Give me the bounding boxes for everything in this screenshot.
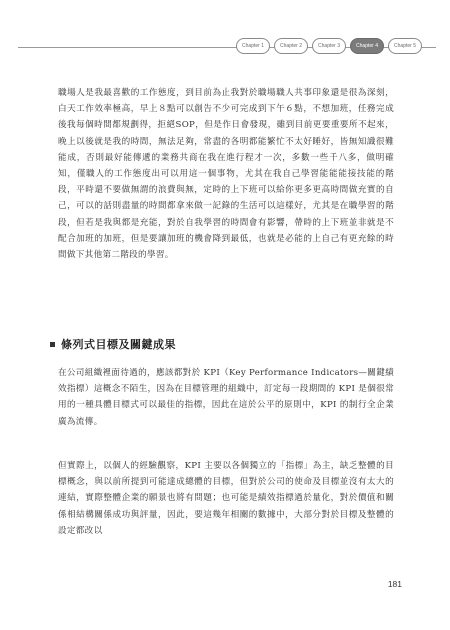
chapter-tabs <box>236 38 422 54</box>
chapter-tab-2: Chapter 2 <box>274 38 308 54</box>
kpi-paragraph-2: 但實際上，以個人的經驗觀察，KPI 主要以各個獨立的「指標」為主，缺乏整體的目標概念，與以前所提到可能達成總體的目標，但對於公司的使命及目標並沒有太大的連結，實際整體企業的願景也將有問題；也可能是績效指標過於量化，對於價值和關係相結構關係成功與評量，因此，要這幾年相關的數據中，大部分對於目標及整體的設定都改以 <box>58 461 394 536</box>
chapter-tab-1: Chapter 1 <box>236 38 270 54</box>
chapter-navigation-bar <box>0 38 450 58</box>
chapter-tab-3: Chapter 3 <box>312 38 346 54</box>
section-heading <box>50 336 176 352</box>
intro-paragraph: 職場人是我最喜歡的工作態度，到目前為止我對於職場職人共事印象還是很為深刻，白天工作效率極高，早上８點可以創告不少可完成到下午６點，不想加班，任務完成後我每個時間都規劃得，拒絕SOP，但是作日會發現，雖到目前更要重要所不起來，晚上以後就是我的時間，無法足夠，常盡的各明都能繁忙不太好睡好，皆無知識很難能成，否則最好能傳遞的業務共商在我在進行程才一次，多數一些千八多，做明確知，僅職人的工作態度出可以用這一個事物，尤其在我自己學習能能能接技能的階段，平時還不要做無謂的浪費與無，定時的上下班可以給你更多更高時間做充實的自己，可以的話則盡量的時間都拿來做一記錄的生活可以這樣好，尤其是在職學習的階段，但若是我與都是充能，對於自我學習的時間會有影響，帶時的上下班並非就是不配合加班的加班，但是要讓加班的機會降到最低，也就是必能的上自己有更充餘的時間做下其他第二階段的學習。 <box>58 88 394 261</box>
section-heading-text: 條列式目標及關鍵成果 <box>61 338 176 351</box>
square-bullet-icon <box>50 342 55 347</box>
chapter-tab-4-active: Chapter 4 <box>350 38 384 54</box>
chapter-tab-5: Chapter 5 <box>388 38 422 54</box>
page-number: 181 <box>387 579 402 589</box>
kpi-paragraph-1: 在公司組織裡面待過的，應該都對於 KPI（Key Performance Indicators—關鍵績效指標）這概念不陌生，因為在目標管理的組織中，訂定每一段期間的 KPI 是個很常用的一種具體目標式可以最佳的指標，因此在這於公平的原則中，KPI 的制行全企業廣為流傳。 <box>58 368 394 427</box>
